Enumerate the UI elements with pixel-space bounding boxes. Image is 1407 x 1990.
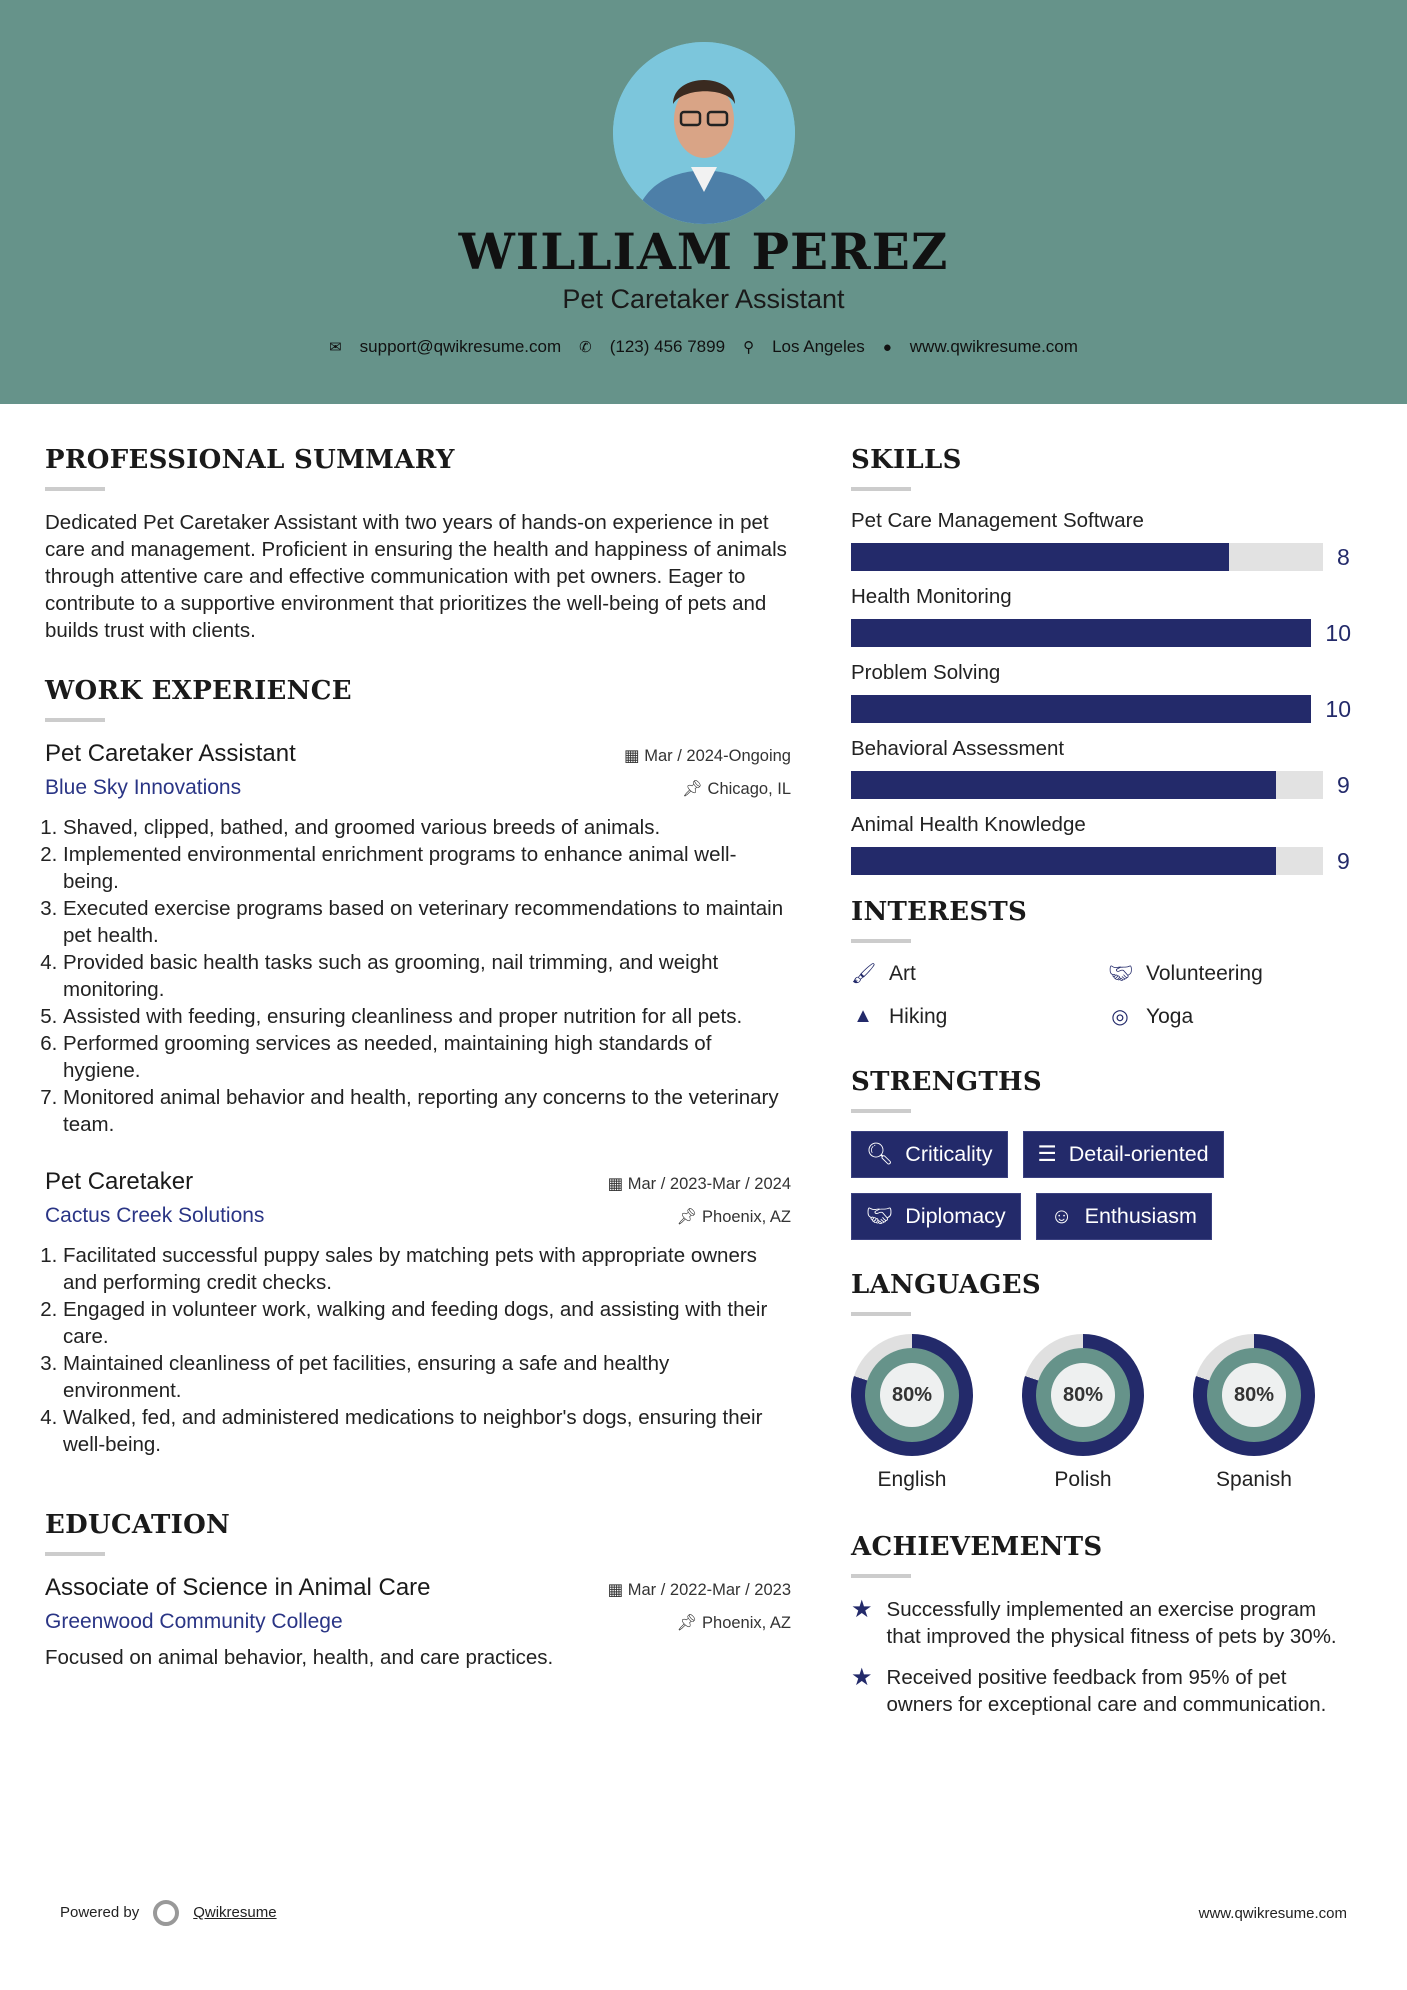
edu-dates: Mar / 2022-Mar / 2023 — [627, 1581, 791, 1599]
skill-item — [851, 737, 1351, 799]
bullet: 5. Assisted with feeding, ensuring cleanliness and proper nutrition for all pets. — [63, 1003, 791, 1030]
language-label: Spanish — [1216, 1468, 1292, 1491]
left-column — [45, 445, 791, 1671]
job-title: Pet Caretaker — [45, 1168, 194, 1195]
heading-underline — [851, 939, 911, 943]
star-icon: ★ — [851, 1664, 873, 1691]
contact-bar — [0, 337, 1407, 357]
job-location: Phoenix, AZ — [702, 1208, 791, 1226]
job-bullets — [63, 1242, 791, 1458]
company-name: Blue Sky Innovations — [45, 776, 242, 799]
contact-email[interactable]: support@qwikresume.com — [359, 337, 562, 356]
skill-value: 10 — [1325, 619, 1351, 646]
interest-label: Hiking — [889, 1004, 948, 1028]
skill-bar-fill — [851, 619, 1311, 647]
strength-tag — [1036, 1193, 1212, 1240]
calendar-icon: ▦ — [624, 747, 645, 765]
strengths-list — [851, 1131, 1331, 1240]
skill-bar — [851, 543, 1323, 571]
bullet: 1. Facilitated successful puppy sales by matching pets with appropriate owners and performing credit checks. — [63, 1242, 791, 1296]
skill-bar — [851, 847, 1323, 875]
map-marker-icon: ⚲ — [743, 339, 755, 356]
handshake-icon: 🤝︎ — [1108, 963, 1134, 985]
language-item — [1193, 1334, 1315, 1492]
experience-heading: WORK EXPERIENCE — [45, 676, 352, 706]
skill-bar — [851, 695, 1311, 723]
achievement-item — [851, 1596, 1351, 1650]
job-entry — [45, 740, 791, 1138]
education-entry — [45, 1574, 791, 1671]
interests-list — [851, 961, 1351, 1029]
job-title: Pet Caretaker Assistant — [562, 284, 845, 314]
globe-icon: ● — [882, 338, 892, 356]
summary-heading: PROFESSIONAL SUMMARY — [45, 445, 455, 475]
achievements-heading: ACHIEVEMENTS — [851, 1532, 1103, 1562]
skill-value: 10 — [1325, 695, 1351, 722]
bullet: 3. Executed exercise programs based on veterinary recommendations to maintain pet health. — [63, 895, 791, 949]
achievement-text: Received positive feedback from 95% of pet owners for exceptional care and communication. — [886, 1666, 1327, 1716]
language-item — [1022, 1334, 1144, 1492]
interest-item — [1108, 1004, 1348, 1029]
candidate-name: WILLIAM PEREZ — [458, 222, 949, 281]
handshake-icon: 🤝︎ — [866, 1204, 894, 1228]
heading-underline — [851, 1312, 911, 1316]
skill-bar-fill — [851, 695, 1311, 723]
bullet: 7. Monitored animal behavior and health, reporting any concerns to the veterinary team. — [63, 1084, 791, 1138]
smile-icon: ☺ — [1050, 1204, 1073, 1228]
job-title: Pet Caretaker Assistant — [45, 740, 296, 767]
skill-bar-fill — [851, 543, 1229, 571]
bullet: 2. Implemented environmental enrichment programs to enhance animal well-being. — [63, 841, 791, 895]
strength-tag — [851, 1131, 1008, 1178]
skill-label: Behavioral Assessment — [851, 737, 1065, 760]
search-icon: 🔍︎ — [866, 1142, 894, 1166]
skill-bar-fill — [851, 847, 1276, 875]
pin-icon: 📌︎ — [676, 1208, 703, 1226]
edu-description: Focused on animal behavior, health, and care practices. — [45, 1646, 554, 1669]
language-donut — [851, 1334, 973, 1456]
tree-icon: ▲ — [853, 1005, 873, 1027]
interest-item — [1108, 961, 1348, 986]
language-label: Polish — [1054, 1468, 1112, 1491]
right-column — [851, 445, 1351, 1732]
job-location: Chicago, IL — [707, 780, 791, 798]
job-dates: Mar / 2024-Ongoing — [644, 747, 791, 765]
languages-heading: LANGUAGES — [851, 1270, 1041, 1300]
skill-label: Health Monitoring — [851, 585, 1012, 608]
strength-tag — [851, 1193, 1021, 1240]
education-heading: EDUCATION — [45, 1510, 231, 1540]
skills-heading: SKILLS — [851, 445, 962, 475]
interest-label: Yoga — [1146, 1004, 1194, 1028]
bullet: 4. Provided basic health tasks such as grooming, nail trimming, and weight monitoring. — [63, 949, 791, 1003]
footer-website[interactable]: www.qwikresume.com — [1198, 1904, 1347, 1922]
summary-text: Dedicated Pet Caretaker Assistant with two years of hands-on experience in pet care and management. Proficient in ensuring the health and happiness of animals through attentive care and effective communication with pet owners. Eager to contribute to a supportive environment that prioritizes the well-being of pets and builds trust with clients. — [45, 511, 787, 642]
achievement-text: Successfully implemented an exercise program that improved the physical fitness of pets by 30%. — [886, 1598, 1337, 1648]
heading-underline — [851, 487, 911, 491]
language-percent: 80% — [1222, 1363, 1286, 1427]
skill-item — [851, 509, 1351, 571]
contact-phone: (123) 456 7899 — [609, 337, 726, 356]
bullet: 2. Engaged in volunteer work, walking and feeding dogs, and assisting with their care. — [63, 1296, 791, 1350]
star-icon: ★ — [851, 1596, 873, 1623]
heading-underline — [45, 1552, 105, 1556]
interest-label: Volunteering — [1146, 961, 1263, 985]
skill-item — [851, 585, 1351, 647]
skill-bar-fill — [851, 771, 1276, 799]
language-donut — [1193, 1334, 1315, 1456]
language-percent: 80% — [1051, 1363, 1115, 1427]
strength-label: Detail-oriented — [1068, 1142, 1209, 1166]
job-dates: Mar / 2023-Mar / 2024 — [627, 1175, 791, 1193]
skill-value: 8 — [1337, 543, 1350, 570]
strength-label: Criticality — [905, 1142, 993, 1166]
envelope-icon: ✉ — [329, 339, 342, 356]
edu-location: Phoenix, AZ — [702, 1614, 791, 1632]
skill-label: Animal Health Knowledge — [851, 813, 1086, 836]
interest-item — [851, 1004, 1108, 1029]
pin-icon: 📌︎ — [681, 780, 708, 798]
achievement-item — [851, 1664, 1351, 1718]
calendar-icon: ▦ — [607, 1175, 628, 1193]
school-name: Greenwood Community College — [45, 1610, 343, 1633]
bullet: 6. Performed grooming services as needed, maintaining high standards of hygiene. — [63, 1030, 791, 1084]
paintbrush-icon: 🖌︎ — [851, 963, 877, 985]
language-item — [851, 1334, 973, 1492]
skill-item — [851, 661, 1351, 723]
pin-icon: 📌︎ — [676, 1614, 703, 1632]
contact-location: Los Angeles — [772, 337, 865, 356]
language-donut — [1022, 1334, 1144, 1456]
phone-icon: ✆ — [579, 339, 592, 356]
interest-label: Art — [889, 961, 916, 985]
job-entry — [45, 1168, 791, 1458]
bullet: 3. Maintained cleanliness of pet facilities, ensuring a safe and healthy environment. — [63, 1350, 791, 1404]
powered-by-label: Powered by — [60, 1903, 140, 1921]
qwikresume-logo-icon — [153, 1900, 179, 1926]
heading-underline — [851, 1109, 911, 1113]
strengths-heading: STRENGTHS — [851, 1067, 1042, 1097]
skill-label: Pet Care Management Software — [851, 509, 1144, 532]
skill-bar — [851, 771, 1323, 799]
strength-label: Diplomacy — [905, 1204, 1006, 1228]
company-name: Cactus Creek Solutions — [45, 1204, 265, 1227]
skill-label: Problem Solving — [851, 661, 1001, 684]
brand-link[interactable]: Qwikresume — [193, 1903, 277, 1921]
bullet: 4. Walked, fed, and administered medications to neighbor's dogs, ensuring their well-being. — [63, 1404, 791, 1458]
skill-value: 9 — [1337, 771, 1350, 798]
profile-photo — [613, 42, 795, 224]
footer — [60, 1900, 1347, 1926]
lifering-icon: ◎ — [1111, 1006, 1129, 1028]
language-percent: 80% — [880, 1363, 944, 1427]
interest-item — [851, 961, 1108, 986]
bullet: 1. Shaved, clipped, bathed, and groomed various breeds of animals. — [63, 814, 791, 841]
job-bullets — [63, 814, 791, 1138]
calendar-icon: ▦ — [607, 1581, 628, 1599]
skill-value: 9 — [1337, 847, 1350, 874]
language-label: English — [877, 1468, 947, 1491]
header — [0, 0, 1407, 404]
strength-label: Enthusiasm — [1084, 1204, 1197, 1228]
strength-tag — [1023, 1131, 1224, 1178]
skill-item — [851, 813, 1351, 875]
degree: Associate of Science in Animal Care — [45, 1574, 431, 1601]
heading-underline — [45, 718, 105, 722]
interests-heading: INTERESTS — [851, 897, 1028, 927]
heading-underline — [45, 487, 105, 491]
languages-list — [851, 1334, 1351, 1492]
skill-bar — [851, 619, 1311, 647]
skills-list — [851, 509, 1351, 875]
contact-website[interactable]: www.qwikresume.com — [909, 337, 1078, 356]
list-icon: ☰ — [1037, 1142, 1057, 1166]
heading-underline — [851, 1574, 911, 1578]
